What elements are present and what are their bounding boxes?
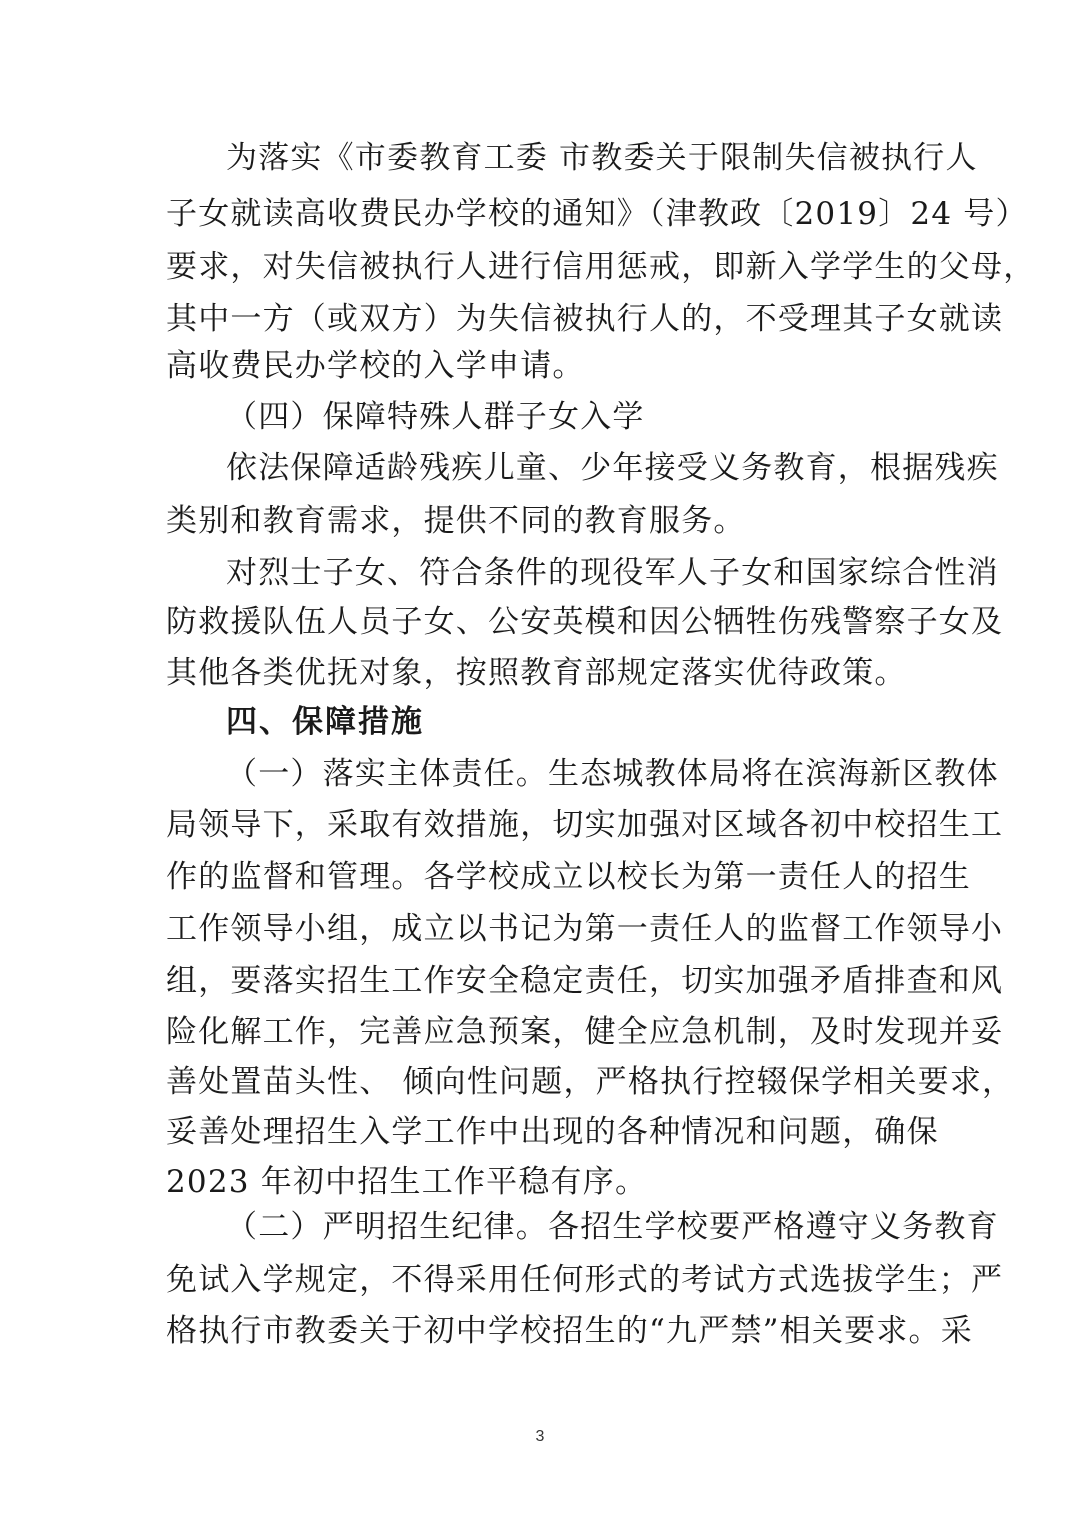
body-text-line: 依法保障适龄残疾儿童、少年接受义务教育，根据残疾	[226, 450, 999, 486]
body-text-line: 要求，对失信被执行人进行信用惩戒，即新入学学生的父母，	[166, 249, 1036, 285]
body-text-line: 工作领导小组，成立以书记为第一责任人的监督工作领导小	[166, 911, 1004, 947]
body-text-line: 善处置苗头性、 倾向性问题，严格执行控辍保学相关要求，	[166, 1064, 1015, 1100]
body-text-line: 局领导下，采取有效措施，切实加强对区域各初中校招生工	[166, 807, 1004, 843]
body-text-line: 险化解工作，完善应急预案，健全应急机制，及时发现并妥	[166, 1014, 1004, 1050]
body-text-line: 为落实《市委教育工委 市教委关于限制失信被执行人	[226, 140, 978, 176]
page-number: 3	[535, 1428, 545, 1445]
body-text-line: 子女就读高收费民办学校的通知》（津教政〔2019〕24 号）	[166, 196, 1028, 232]
body-text-line: 高收费民办学校的入学申请。	[166, 348, 585, 384]
section-heading: 四、保障措施	[226, 704, 424, 740]
body-text-line: 格执行市教委关于初中学校招生的“九严禁”相关要求。采	[166, 1313, 973, 1349]
body-text-line: 类别和教育需求，提供不同的教育服务。	[166, 503, 746, 539]
body-text-line: （一）落实主体责任。生态城教体局将在滨海新区教体	[226, 756, 999, 792]
body-text-line: （二）严明招生纪律。各招生学校要严格遵守义务教育	[226, 1209, 999, 1245]
subsection-heading: （四）保障特殊人群子女入学	[226, 399, 645, 435]
body-text-line: 2023 年初中招生工作平稳有序。	[166, 1164, 648, 1200]
body-text-line: 组，要落实招生工作安全稳定责任，切实加强矛盾排查和风	[166, 963, 1004, 999]
body-text-line: 作的监督和管理。各学校成立以校长为第一责任人的招生	[166, 859, 971, 895]
body-text-line: 对烈士子女、符合条件的现役军人子女和国家综合性消	[226, 555, 999, 591]
body-text-line: 妥善处理招生入学工作中出现的各种情况和问题，确保	[166, 1114, 939, 1150]
body-text-line: 其中一方（或双方）为失信被执行人的，不受理其子女就读	[166, 301, 1004, 337]
body-text-line: 其他各类优抚对象，按照教育部规定落实优待政策。	[166, 655, 907, 691]
body-text-line: 免试入学规定，不得采用任何形式的考试方式选拔学生；严	[166, 1262, 1004, 1298]
body-text-line: 防救援队伍人员子女、公安英模和因公牺牲伤残警察子女及	[166, 604, 1004, 640]
